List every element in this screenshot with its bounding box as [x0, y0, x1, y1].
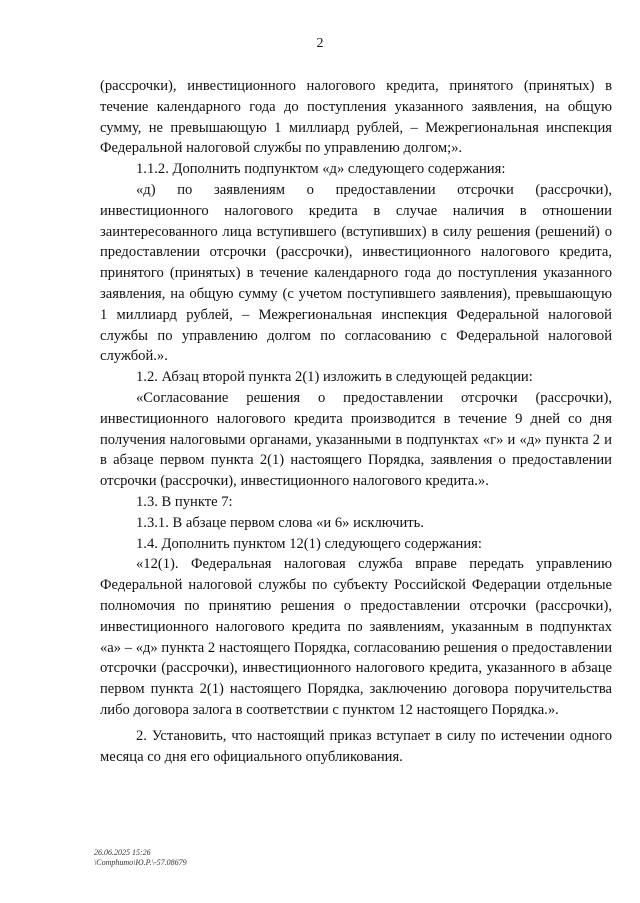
paragraph: 1.3. В пункте 7:: [136, 493, 233, 510]
paragraph: «Согласование решения о предоставлении отсрочки (рассрочки), инвестиционного налогового кредита производится в течение 9 дней со дня получения налоговыми органами, указанными в подпунктах «г» и «д» пункта 2 и в абзаце первом пункта 2(1) настоящего Порядка, заявления о предоставлении отсрочки (рассрочки), инвестиционного налогового кредита.».: [100, 389, 612, 490]
paragraph: «12(1). Федеральная налоговая служба вправе передать управлению Федеральной налоговой службы по субъекту Российской Федерации отдельные полномочия по принятию решения о предоставлении отсрочки (рассрочки), инвестиционного налогового кредита по заявлениям, указанным в подпунктах «а» – «д» пункта 2 настоящего Порядка, согласованию решения о предоставлении отсрочки (рассрочки), инвестиционного налогового кредита, указанного в абзаце первом пункта 2(1) настоящего Порядка, заключению договора поручительства либо договора залога в соответствии с пунктом 12 настоящего Порядка.».: [100, 556, 612, 718]
page-number: 2: [316, 36, 324, 51]
paragraph: 2. Установить, что настоящий приказ вступает в силу по истечении одного месяца со дня его официального опубликования.: [100, 727, 612, 765]
paragraph: 1.1.2. Дополнить подпунктом «д» следующего содержания:: [136, 161, 506, 178]
footer-file-path: \Сотрhumo\Ю.Р.\-57.08679: [94, 858, 187, 867]
paragraph: (рассрочки), инвестиционного налогового кредита, принятого (принятых) в течение календарного года до поступления указанного заявления, на общую сумму, не превышающую 1 миллиард рублей, – Межрегиональная инспекция Федеральной налоговой службы по управлению долгом;».: [100, 78, 612, 157]
paragraph: 1.2. Абзац второй пункта 2(1) изложить в следующей редакции:: [136, 369, 533, 386]
document-footer: [94, 848, 187, 868]
paragraph: «д) по заявлениям о предоставлении отсрочки (рассрочки), инвестиционного налогового кредита в случае наличия в отношении заинтересованного лица вступившего (вступивших) в силу решения (решений) о предоставлении отсрочки (рассрочки), инвестиционного налогового кредита, принятого (принятых) в течение календарного года до поступления указанного заявления, на общую сумму (с учетом поступившего заявления), превышающую 1 миллиард рублей, – Межрегиональная инспекция Федеральной налоговой службы по управлению долгом по согласованию с Федеральной налоговой службой.».: [100, 181, 612, 365]
paragraph: 1.4. Дополнить пунктом 12(1) следующего содержания:: [136, 535, 482, 552]
document-body: [100, 76, 612, 767]
paragraph: 1.3.1. В абзаце первом слова «и 6» исключить.: [136, 514, 424, 531]
footer-timestamp: 26.06.2025 15:26: [94, 848, 151, 857]
